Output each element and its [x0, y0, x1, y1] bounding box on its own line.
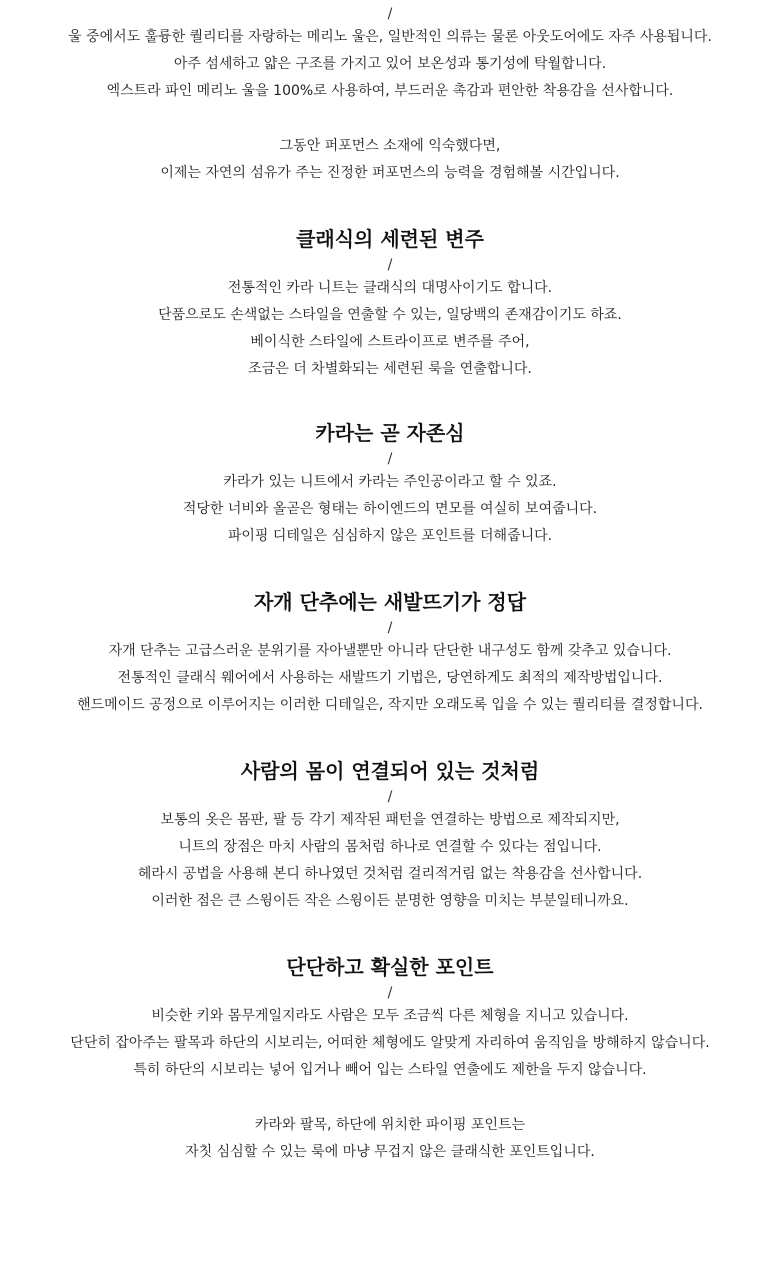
intro-block [0, 0, 780, 187]
section-line: 베이식한 스타일에 스트라이프로 변주를 주어, [250, 334, 530, 350]
section-line: 비슷한 키와 몸무게일지라도 사람은 모두 조금씩 다른 체형을 지니고 있습니다. [151, 1008, 629, 1024]
section-line: 자칫 심심할 수 있는 룩에 마냥 무겁지 않은 클래식한 포인트입니다. [185, 1144, 595, 1160]
section-line: 특히 하단의 시보리는 넣어 입거나 빼어 입는 스타일 연출에도 제한을 두지 않습니다. [133, 1062, 647, 1078]
intro-line: 엑스트라 파인 메리노 울을 100%로 사용하여, 부드러운 촉감과 편안한 착용감을 선사합니다. [106, 83, 674, 99]
section-title: 단단하고 확실한 포인트 [286, 955, 494, 979]
intro-line: 아주 섬세하고 얇은 구조를 가지고 있어 보온성과 통기성에 탁월합니다. [173, 56, 607, 72]
section-line: 전통적인 카라 니트는 클래식의 대명사이기도 합니다. [227, 280, 553, 296]
section-slash: / [387, 257, 393, 273]
section-line: 전통적인 클래식 웨어에서 사용하는 새발뜨기 기법은, 당연하게도 최적의 제작방법입니다. [117, 670, 663, 686]
section-line: 단단히 잡아주는 팔목과 하단의 시보리는, 어떠한 체형에도 알맞게 자리하여 움직임을 방해하지 않습니다. [70, 1035, 710, 1051]
section-line: 니트의 장점은 마치 사람의 몸처럼 하나로 연결할 수 있다는 점입니다. [178, 839, 602, 855]
section-slash: / [387, 451, 393, 467]
section-line: 카라와 팔목, 하단에 위치한 파이핑 포인트는 [254, 1117, 526, 1133]
section-title: 카라는 곧 자존심 [315, 421, 465, 445]
section-slash: / [387, 985, 393, 1001]
section-line: 보통의 옷은 몸판, 팔 등 각기 제작된 패턴을 연결하는 방법으로 제작되지만, [160, 812, 620, 828]
section-collar [0, 383, 780, 550]
section-line: 헤라시 공법을 사용해 본디 하나였던 것처럼 걸리적거림 없는 착용감을 선사합니다. [137, 866, 643, 882]
section-ribbing [0, 915, 780, 1166]
section-title: 사람의 몸이 연결되어 있는 것처럼 [240, 759, 540, 783]
section-classic [0, 187, 780, 383]
intro-line: 울 중에서도 훌륭한 퀄리티를 자랑하는 메리노 울은, 일반적인 의류는 물론 아웃도어에도 자주 사용됩니다. [68, 29, 712, 45]
section-buttons [0, 550, 780, 719]
intro-line: 이제는 자연의 섬유가 주는 진정한 퍼포먼스의 능력을 경험해볼 시간입니다. [160, 165, 620, 181]
section-slash: / [387, 789, 393, 805]
section-line: 자개 단추는 고급스러운 분위기를 자아낼뿐만 아니라 단단한 내구성도 함께 갖추고 있습니다. [108, 643, 672, 659]
section-title: 자개 단추에는 새발뜨기가 정답 [253, 590, 527, 614]
section-line: 적당한 너비와 올곧은 형태는 하이엔드의 면모를 여실히 보여줍니다. [182, 501, 598, 517]
section-title: 클래식의 세련된 변주 [296, 227, 484, 251]
section-line: 조금은 더 차별화되는 세련된 룩을 연출합니다. [248, 361, 532, 377]
section-slash: / [387, 620, 393, 636]
section-line: 카라가 있는 니트에서 카라는 주인공이라고 할 수 있죠. [223, 474, 557, 490]
section-linking [0, 719, 780, 915]
section-line: 이러한 점은 큰 스윙이든 작은 스윙이든 분명한 영향을 미치는 부분일테니까요. [151, 893, 629, 909]
section-line: 파이핑 디테일은 심심하지 않은 포인트를 더해줍니다. [227, 528, 553, 544]
intro-line: 그동안 퍼포먼스 소재에 익숙했다면, [279, 138, 501, 154]
section-line: 핸드메이드 공정으로 이루어지는 이러한 디테일은, 작지만 오래도록 입을 수 있는 퀄리티를 결정합니다. [77, 697, 703, 713]
section-line: 단품으로도 손색없는 스타일을 연출할 수 있는, 일당백의 존재감이기도 하죠. [158, 307, 622, 323]
intro-slash: / [387, 6, 393, 22]
